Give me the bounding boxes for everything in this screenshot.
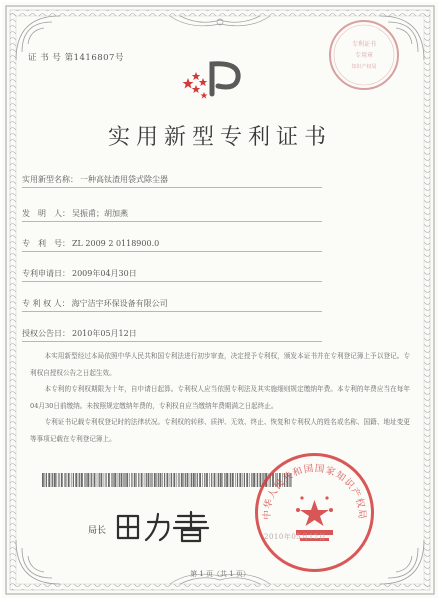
barcode-bar <box>75 473 77 487</box>
field-value: 海宁洁宇环保设备有限公司 <box>71 299 168 308</box>
barcode-bar <box>81 473 83 487</box>
barcode-bar <box>173 473 175 487</box>
body-paragraph: 本专利的专利权期限为十年，自申请日起算。专利权人应当依照专利法及其实施细则规定缴纳年费。本专利的年费应当在每年04月30日前缴纳。未按照规定缴纳年费的，专利权自应当缴纳年费期满之日起终止。 <box>30 385 410 410</box>
field-patentee <box>22 298 322 309</box>
barcode-bar <box>217 473 218 487</box>
certificate-body <box>30 348 410 447</box>
barcode-bar <box>204 473 205 487</box>
field-patent-number <box>22 238 322 249</box>
svg-text:专利证书: 专利证书 <box>351 41 377 48</box>
barcode-bar <box>195 473 196 487</box>
barcode-bar <box>97 473 98 487</box>
barcode-bar <box>87 473 89 487</box>
barcode-bar <box>123 473 124 487</box>
barcode-bar <box>222 473 223 487</box>
barcode-bar <box>199 473 201 487</box>
barcode-bar <box>106 473 107 487</box>
barcode-bar <box>131 473 132 487</box>
page-title: 实用新型专利证书 <box>107 125 332 150</box>
barcode-bar <box>239 473 241 487</box>
barcode-bar <box>73 473 74 487</box>
barcode-bar <box>181 473 183 487</box>
seal-date: 2010年05月12日 <box>264 533 327 541</box>
barcode-bar <box>197 473 198 487</box>
barcode-bar <box>90 473 91 487</box>
barcode-bar <box>91 473 92 487</box>
barcode-bar <box>78 473 79 487</box>
barcode-bar <box>65 473 66 487</box>
barcode-bar <box>214 473 216 487</box>
svg-text:知识产权局: 知识产权局 <box>351 64 377 70</box>
certificate-number: 证 书 号 第1416807号 <box>28 53 124 63</box>
barcode-bar <box>237 473 238 487</box>
field-grant-date <box>22 328 322 339</box>
field-label: 专 利 权 人： <box>22 299 70 308</box>
barcode-bar <box>156 473 157 487</box>
barcode-bar <box>138 473 139 487</box>
barcode-bar <box>242 473 243 487</box>
field-value: 一种高钛渣用袋式除尘器 <box>80 175 168 184</box>
barcode-bar <box>94 473 96 487</box>
barcode-bar <box>134 473 136 487</box>
barcode-bar <box>229 473 230 487</box>
barcode-bar <box>150 473 151 487</box>
barcode-bar <box>146 473 147 487</box>
barcode-bar <box>171 473 172 487</box>
barcode-bar <box>117 473 118 487</box>
body-paragraph: 本实用新型经过本局依照中华人民共和国专利法进行初步审查，决定授予专利权，颁发本证书并在专利登记簿上予以登记。专利权自授权公告之日起生效。 <box>30 352 410 377</box>
barcode-bar <box>177 473 178 487</box>
svg-text:专用章: 专用章 <box>354 52 374 59</box>
barcode-bar <box>160 473 162 487</box>
field-value: 2009年04月30日 <box>72 269 137 278</box>
barcode-bar <box>164 473 165 487</box>
barcode-bar <box>61 473 63 487</box>
barcode-bar <box>148 473 150 487</box>
barcode-bar <box>244 473 245 487</box>
barcode-bar <box>178 473 179 487</box>
barcode-bar <box>218 473 219 487</box>
barcode-bar <box>136 473 137 487</box>
barcode-bar <box>119 473 120 487</box>
barcode-bar <box>101 473 103 487</box>
field-divider <box>22 341 322 342</box>
barcode-bar <box>84 473 85 487</box>
barcode-bar <box>111 473 112 487</box>
field-value: 吴振甫；胡加燕 <box>72 209 128 218</box>
field-value: 2010年05月12日 <box>72 329 137 338</box>
barcode-bar <box>79 473 80 487</box>
barcode-bar <box>58 473 59 487</box>
barcode-bar <box>129 473 130 487</box>
barcode-bar <box>112 473 113 487</box>
barcode-bar <box>185 473 186 487</box>
barcode-bar <box>187 473 189 487</box>
barcode-bar <box>193 473 195 487</box>
barcode-bar <box>183 473 184 487</box>
barcode-bar <box>162 473 163 487</box>
barcode-bar <box>224 473 225 487</box>
field-divider <box>22 221 322 222</box>
barcode-bar <box>141 473 143 487</box>
barcode-bar <box>104 473 105 487</box>
barcode-bar <box>206 473 208 487</box>
barcode-bar <box>52 473 53 487</box>
barcode-bar <box>68 473 70 487</box>
field-label: 发 明 人： <box>22 209 70 218</box>
barcode-bar <box>167 473 169 487</box>
field-divider <box>22 187 322 188</box>
field-application-date <box>22 268 322 279</box>
field-inventor <box>22 208 322 219</box>
field-utility-model-name <box>22 174 322 185</box>
barcode-bar <box>226 473 228 487</box>
barcode-bar <box>85 473 86 487</box>
barcode-bar <box>170 473 171 487</box>
field-label: 授权公告日： <box>22 329 70 338</box>
barcode-bar <box>45 473 46 487</box>
field-divider <box>22 311 322 312</box>
barcode-bar <box>124 473 125 487</box>
barcode-bar <box>46 473 47 487</box>
field-label: 专 利 号： <box>22 239 70 248</box>
barcode-bar <box>220 473 222 487</box>
barcode-bar <box>249 473 250 487</box>
barcode-bar <box>108 473 110 487</box>
page-indicator: 第 1 页（共 1 页） <box>190 570 250 578</box>
barcode-bar <box>154 473 156 487</box>
barcode-bar <box>209 473 210 487</box>
top-seal-stamp <box>325 16 403 94</box>
field-divider <box>22 251 322 252</box>
field-label: 专利申请日： <box>22 269 70 278</box>
director-signature <box>112 508 212 544</box>
barcode-bar <box>99 473 100 487</box>
barcode-bar <box>126 473 128 487</box>
official-seal-stamp <box>252 450 377 575</box>
field-label: 实用新型名称： <box>22 175 78 184</box>
field-value: ZL 2009 2 0118900.0 <box>72 239 160 248</box>
barcode-bar <box>121 473 123 487</box>
barcode-bar <box>48 473 50 487</box>
top-ornament <box>170 16 270 26</box>
barcode-bar <box>191 473 192 487</box>
barcode-bar <box>144 473 145 487</box>
barcode-bar <box>190 473 191 487</box>
barcode-bar <box>42 473 44 487</box>
director-label: 局长 <box>88 526 107 536</box>
barcode-bar <box>64 473 65 487</box>
barcode-bar <box>246 473 248 487</box>
barcode-bar <box>51 473 52 487</box>
barcode-bar <box>235 473 236 487</box>
svg-text:中华人民共和国国家知识产权局: 中华人民共和国国家知识产权局 <box>261 463 368 520</box>
field-divider <box>22 281 322 282</box>
barcode-bar <box>54 473 56 487</box>
barcode-bar <box>57 473 58 487</box>
barcode-bar <box>211 473 212 487</box>
body-paragraph: 专利证书记载专利权登记时的法律状况。专利权的转移、质押、无效、终止、恢复和专利权人的姓名或名称、国籍、地址变更等事项记载在专利登记簿上。 <box>30 418 410 443</box>
barcode-bar <box>71 473 72 487</box>
barcode-bar <box>114 473 116 487</box>
barcode-bar <box>230 473 231 487</box>
barcode-bar <box>151 473 152 487</box>
barcode-bar <box>158 473 159 487</box>
sipo-logo <box>180 56 252 100</box>
barcode-bar <box>232 473 234 487</box>
barcode-bar <box>202 473 203 487</box>
